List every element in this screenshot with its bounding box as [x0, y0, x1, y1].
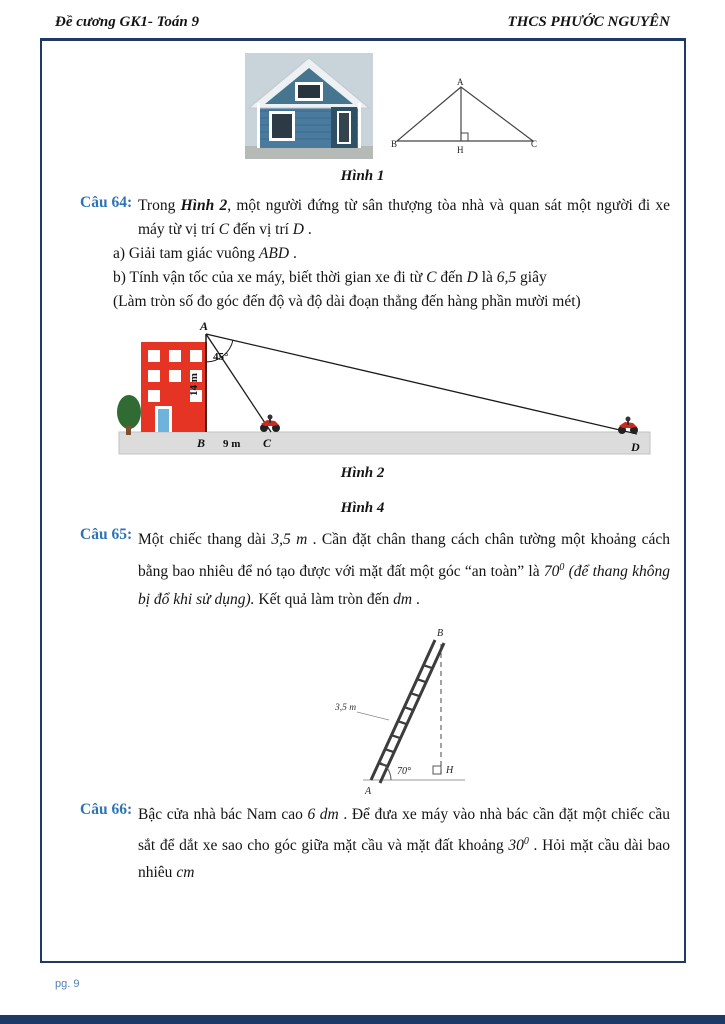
page-header	[55, 14, 670, 39]
ladder-label-A: A	[365, 786, 372, 798]
question-64-label: Câu 64:	[80, 194, 133, 211]
fig1-label-C: C	[531, 139, 538, 149]
figure-2-caption: Hình 2	[340, 465, 385, 481]
bottom-bar	[0, 1015, 725, 1024]
page-content	[55, 14, 670, 886]
header-title-left: Đề cương GK1- Toán 9	[55, 14, 199, 30]
triangle-ABHC-diagram	[391, 77, 541, 157]
figure-2	[55, 316, 670, 462]
question-65-body: Một chiếc thang dài 3,5 m . Cần đặt chân thang cách chân tường một khoảng cách bằng bao nhiêu để nó tạo được với mặt đất một góc “an toàn” là $70^0$ (để thang không bị đổ khi sử dụng). Kết quả làm tròn đến dm .	[138, 531, 670, 609]
fig1-label-B: B	[391, 139, 398, 149]
question-66-label: Câu 66:	[80, 801, 133, 819]
fig2-label-angle: 45°	[213, 351, 229, 363]
ladder-label-angle: 70°	[397, 766, 411, 778]
figure-1	[55, 53, 670, 165]
question-66-body: Bậc cửa nhà bác Nam cao 6 dm . Để đưa xe máy vào nhà bác cần đặt một chiếc cầu sắt để dắt xe sao cho góc giữa mặt cầu và mặt đất khoảng $30^0$ . Hỏi mặt cầu dài bao nhiêu cm	[138, 806, 670, 882]
fig2-label-D: D	[631, 440, 640, 454]
page-border-right	[684, 40, 686, 963]
page-number: pg. 9	[55, 978, 80, 990]
ladder-label-length: 3,5 m	[335, 703, 357, 714]
fig1-label-H: H	[457, 145, 464, 155]
question-65-label: Câu 65:	[80, 526, 133, 543]
figure-1-caption: Hình 1	[340, 168, 385, 184]
question-64	[55, 194, 670, 314]
ladder-label-H: H	[446, 765, 454, 777]
fig2-label-A: A	[200, 319, 209, 333]
question-65	[55, 526, 670, 614]
page-border-left	[40, 40, 42, 963]
ladder-label-B: B	[437, 628, 444, 640]
ladder-figure	[55, 622, 670, 798]
fig1-label-A: A	[457, 77, 464, 87]
house-photo-illustration	[245, 53, 373, 159]
question-64-intro: Trong Hình 2, một người đứng từ sân thượng tòa nhà và quan sát một người đi xe máy từ vị trí C đến vị trí D .	[138, 197, 671, 238]
question-64-note: (Làm tròn số đo góc đến độ và độ dài đoạn thẳng đến hàng phần mười mét)	[113, 293, 581, 310]
question-66	[55, 801, 670, 886]
footer-rule	[40, 961, 686, 963]
header-title-right: THCS PHƯỚC NGUYÊN	[507, 14, 670, 30]
fig2-label-height: 14 m	[188, 373, 200, 396]
figure-4-caption: Hình 4	[340, 500, 385, 516]
ladder-diagram	[333, 622, 483, 800]
building-triangle-diagram	[113, 318, 658, 460]
question-64-part-a: a) Giải tam giác vuông ABD .	[113, 245, 297, 262]
fig2-label-C: C	[263, 436, 272, 450]
fig2-label-B: B	[197, 436, 206, 450]
fig2-label-base: 9 m	[223, 438, 241, 450]
question-64-part-b: b) Tính vận tốc của xe máy, biết thời gian xe đi từ C đến D là 6,5 giây	[113, 269, 547, 286]
